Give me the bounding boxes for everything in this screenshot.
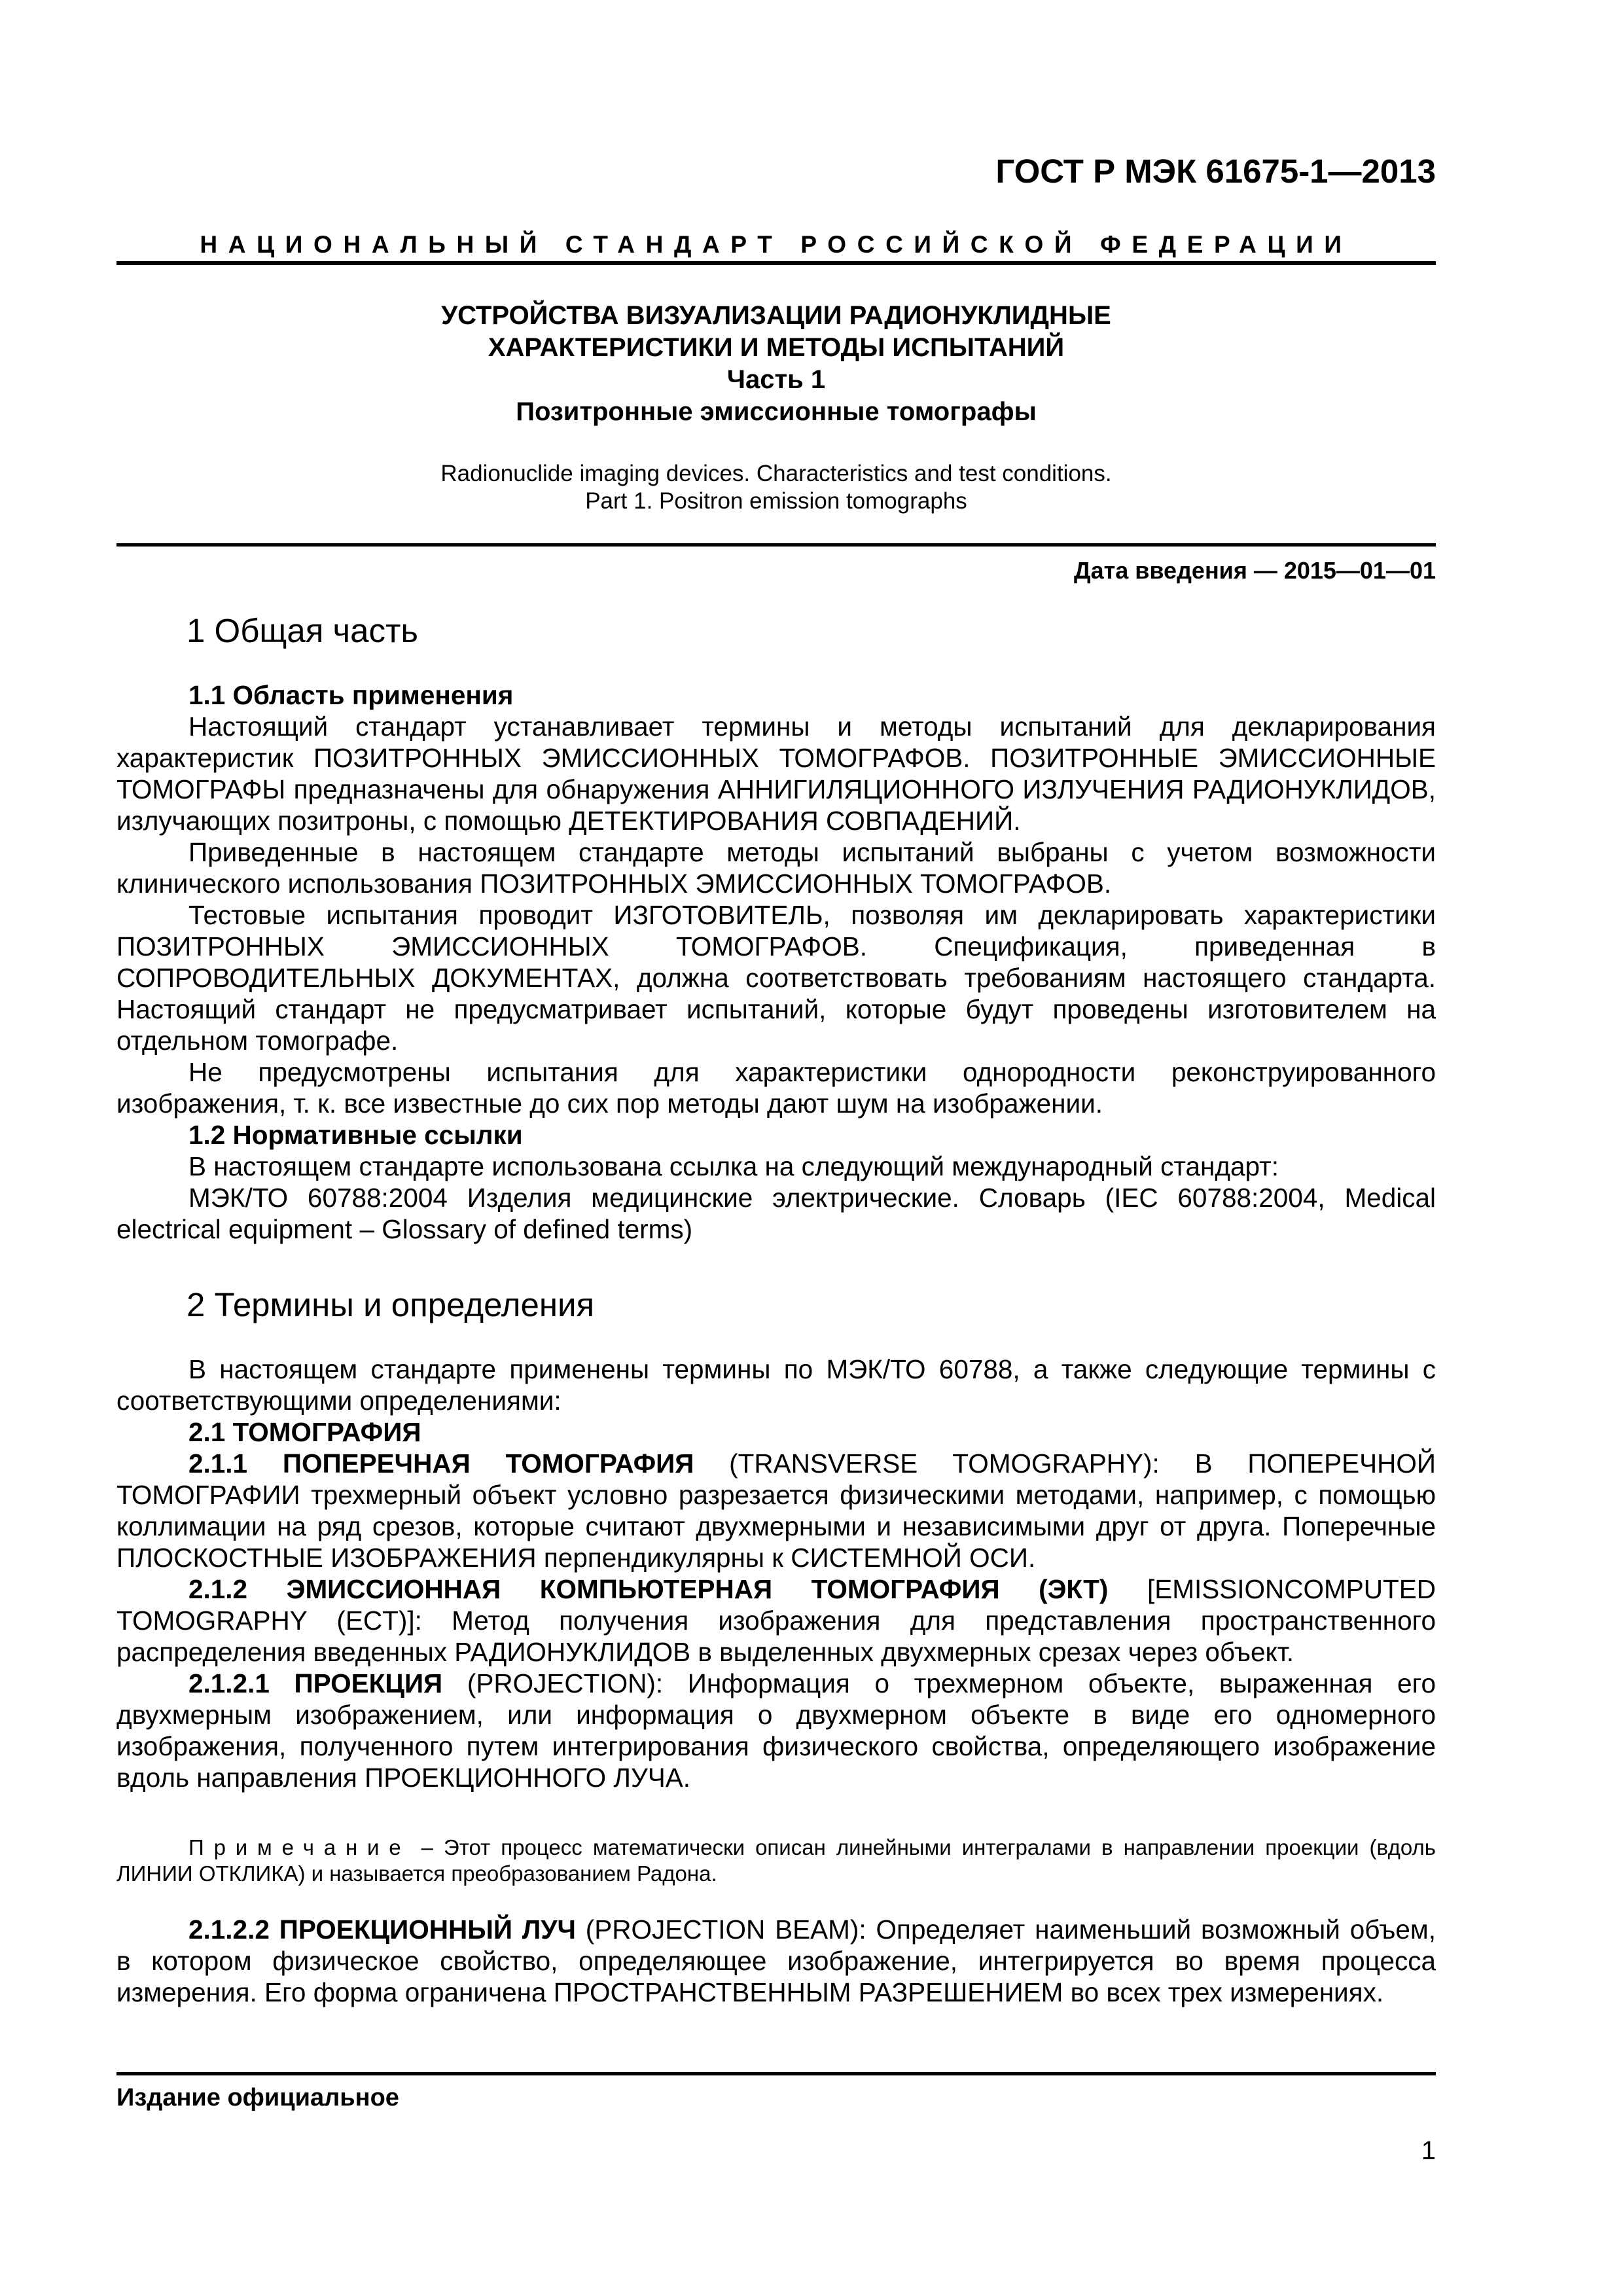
term-definition: (PROJECTION BEAM): Определяет наименьший возможный объем, в котором физическое свойство, определяющее изображение, интегрируется во время процесса измерения. Его форма ограничена ПРОСТРАНСТВЕННЫМ РАЗРЕШЕНИЕМ во всех трех измерениях. [116,1914,1436,2007]
paragraph: Приведенные в настоящем стандарте методы испытаний выбраны с учетом возможности клинического использования ПОЗИТРОННЫХ ЭМИССИОННЫХ ТОМОГРАФОВ. [116,837,1436,899]
note-text: – Этот процесс математически описан линейными интегралами в направлении проекции (вдоль ЛИНИИ ОТКЛИКА) и называется преобразованием Радона. [116,1835,1436,1886]
term-label: 2.1.1 ПОПЕРЕЧНАЯ ТОМОГРАФИЯ [188,1448,694,1479]
subsection-1-2-heading: 1.2 Нормативные ссылки [188,1120,523,1150]
paragraph: В настоящем стандарте использована ссылка на следующий международный стандарт: [188,1151,1279,1181]
page-number: 1 [1421,2136,1436,2165]
paragraph: МЭК/ТО 60788:2004 Изделия медицинские электрические. Словарь (IEC 60788:2004, Medical electrical equipment – Glossary of defined terms) [116,1183,1436,1244]
note-label: Примечание [188,1835,411,1859]
term-2-1-1 [116,1448,1436,1573]
english-title-line-2: Part 1. Positron emission tomographs [585,488,967,514]
term-2-1-2 [116,1573,1436,1668]
section-1-body [116,679,1436,1245]
term-2-1-2-1 [116,1668,1436,1793]
official-edition-label: Издание официальное [116,2084,399,2111]
term-label: 2.1.2 ЭМИССИОННАЯ КОМПЬЮТЕРНАЯ ТОМОГРАФИЯ (ЭКТ) [188,1574,1109,1604]
term-definition: (PROJECTION): Информация о трехмерном объекте, выраженная его двухмерным изображением, или информация о двухмерном объекте в виде его одномерного изображения, полученного путем интегрирования физического свойства, определяющего изображение вдоль направления ПРОЕКЦИОННОГО ЛУЧА. [116,1668,1436,1793]
footer-divider [116,2072,1436,2075]
english-title-line-1: Radionuclide imaging devices. Characteristics and test conditions. [440,461,1112,486]
subsection-1-1-heading: 1.1 Область применения [188,680,514,710]
introduction-date: Дата введения — 2015—01—01 [1073,557,1436,584]
section-2-heading: 2 Термины и определения [187,1286,595,1323]
section-2-body-continued [116,1914,1436,2008]
document-number: ГОСТ Р МЭК 61675-1—2013 [995,152,1436,190]
term-definition: [EMISSIONCOMPUTED TOMOGRAPHY (ECT)]: Метод получения изображения для представления пространственного распределения введенных РАДИОНУКЛИДОВ в выделенных двухмерных срезах через объект. [116,1574,1436,1667]
section-1-heading: 1 Общая часть [187,612,418,649]
title-divider [116,543,1436,547]
title-subtitle: Позитронные эмиссионные томографы [516,397,1037,426]
paragraph: Не предусмотрены испытания для характеристики однородности реконструированного изображения, т. к. все известные до сих пор методы дают шум на изображении. [116,1057,1436,1119]
paragraph: Тестовые испытания проводит ИЗГОТОВИТЕЛЬ, позволяя им декларировать характеристики ПОЗИТРОННЫХ ЭМИССИОННЫХ ТОМОГРАФОВ. Спецификация, приведенная в СОПРОВОДИТЕЛЬНЫХ ДОКУМЕНТАХ, должна соответствовать требованиям настоящего стандарта. Настоящий стандарт не предусматривает испытаний, которые будут проведены изготовителем на отдельном томографе. [116,900,1436,1056]
header-divider [116,261,1436,265]
term-label: 2.1.2.1 ПРОЕКЦИЯ [188,1668,443,1698]
title-part: Часть 1 [726,365,826,394]
section-2-body [116,1354,1436,1793]
standard-banner: НАЦИОНАЛЬНЫЙ СТАНДАРТ РОССИЙСКОЙ ФЕДЕРАЦИИ [200,231,1353,258]
term-2-1-heading: 2.1 ТОМОГРАФИЯ [188,1417,421,1447]
paragraph: Настоящий стандарт устанавливает термины и методы испытаний для декларирования характеристик ПОЗИТРОННЫХ ЭМИССИОННЫХ ТОМОГРАФОВ. ПОЗИТРОННЫЕ ЭМИССИОННЫЕ ТОМОГРАФЫ предназначены для обнаружения АННИГИЛЯЦИОННОГО ИЗЛУЧЕНИЯ РАДИОНУКЛИДОВ, излучающих позитроны, с помощью ДЕТЕКТИРОВАНИЯ СОВПАДЕНИЙ. [116,711,1436,836]
term-2-1-2-2 [116,1914,1436,2008]
term-definition: (TRANSVERSE TOMOGRAPHY): В ПОПЕРЕЧНОЙ ТОМОГРАФИИ трехмерный объект условно разрезается физическими методами, например, с помощью коллимации на ряд срезов, которые считают двухмерными и независимыми друг от друга. Поперечные ПЛОСКОСТНЫЕ ИЗОБРАЖЕНИЯ перпендикулярны к СИСТЕМНОЙ ОСИ. [116,1448,1436,1573]
note [116,1835,1436,1887]
title-line-2: ХАРАКТЕРИСТИКИ И МЕТОДЫ ИСПЫТАНИЙ [488,333,1065,362]
term-label: 2.1.2.2 ПРОЕКЦИОННЫЙ ЛУЧ [188,1914,576,1945]
title-line-1: УСТРОЙСТВА ВИЗУАЛИЗАЦИИ РАДИОНУКЛИДНЫЕ [441,301,1111,330]
paragraph: В настоящем стандарте применены термины по МЭК/ТО 60788, а также следующие термины с соответствующими определениями: [116,1354,1436,1416]
